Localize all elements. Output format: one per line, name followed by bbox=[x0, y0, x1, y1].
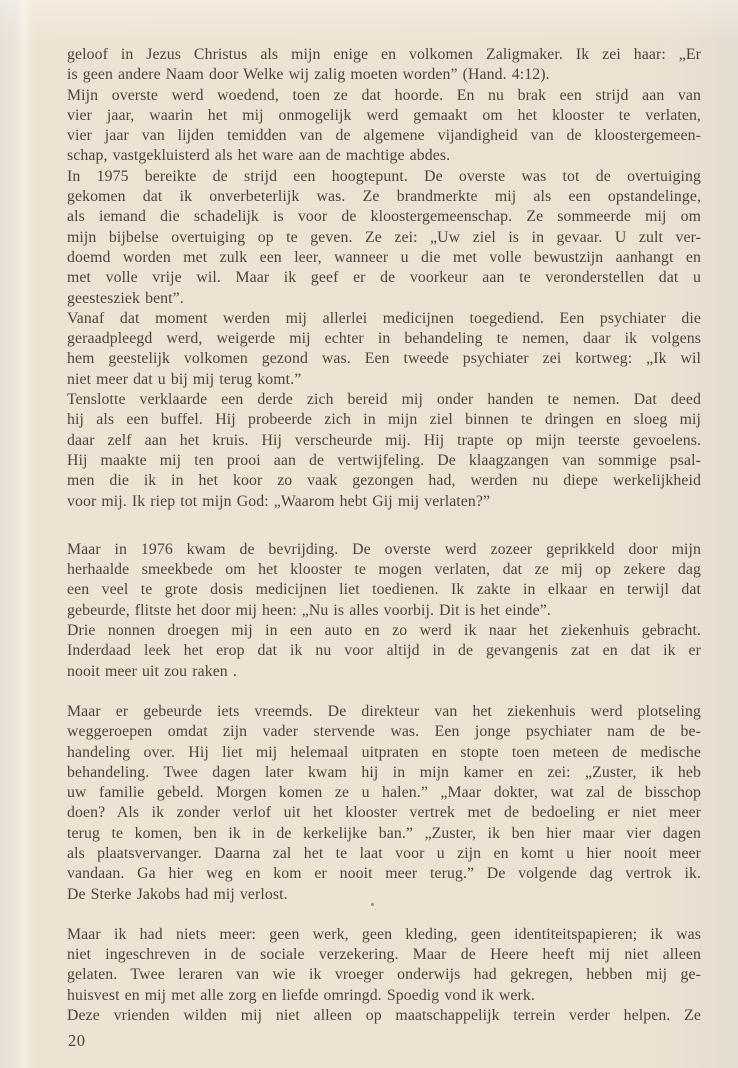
paragraph bbox=[67, 167, 701, 309]
text-line: doen? Als ik zonder verlof uit het klooster vertrek met de bedoeling er niet meer bbox=[67, 804, 701, 822]
text-line: handeling over. Hij liet mij helemaal uitpraten en stopte toen meteen de medische bbox=[67, 743, 701, 761]
paragraph bbox=[67, 86, 701, 167]
text-line: herhaalde smeekbede om het klooster te mogen verlaten, dat ze mij op zekere dag bbox=[67, 561, 701, 579]
paragraph bbox=[67, 925, 701, 1006]
text-line: Vanaf dat moment werden mij allerlei medicijnen toegediend. Een psychiater die bbox=[67, 309, 701, 327]
text-line: Tenslotte verklaarde een derde zich bereid mij onder handen te nemen. Dat deed bbox=[67, 391, 701, 409]
text-line: De Sterke Jakobs had mij verlost. bbox=[67, 885, 288, 903]
text-section bbox=[67, 540, 701, 682]
text-line: een veel te grote dosis medicijnen liet toedienen. Ik zakte in elkaar en terwijl dat bbox=[67, 581, 701, 599]
text-line: gelaten. Twee leraren van wie ik vroeger onderwijs had gekregen, hebben mij ge- bbox=[67, 966, 701, 984]
text-line: vier jaar, waarin het mij onmogelijk werd gemaakt om het klooster te verlaten, bbox=[67, 106, 701, 124]
paragraph bbox=[67, 540, 701, 621]
text-line: geestesziek bent”. bbox=[67, 289, 184, 307]
text-line: In 1975 bereikte de strijd een hoogtepunt. De overste was tot de overtuiging bbox=[67, 167, 701, 185]
text-line: Maar er gebeurde iets vreemds. De direkteur van het ziekenhuis werd plotseling bbox=[67, 702, 701, 720]
text-line: weggeroepen omdat zijn vader stervende was. Een jonge psychiater nam de be- bbox=[67, 723, 701, 741]
text-line: gekomen dat ik onverbeterlijk was. Ze brandmerkte mij als een opstandelinge, bbox=[67, 188, 701, 206]
paragraph bbox=[67, 621, 701, 682]
page-number: 20 bbox=[68, 1031, 86, 1050]
text-line: schap, vastgekluisterd als het ware aan de machtige abdes. bbox=[67, 147, 451, 165]
text-line: Mijn overste werd woedend, toen ze dat hoorde. En nu brak een strijd aan van bbox=[67, 86, 701, 104]
text-line: vandaan. Ga hier weg en kom er nooit meer terug.” De volgende dag vertrok ik. bbox=[67, 865, 701, 883]
text-line: mijn bijbelse overtuiging op te geven. Ze zei: „Uw ziel is in gevaar. U zult ver- bbox=[67, 228, 701, 246]
text-column bbox=[67, 45, 701, 1026]
text-line: Hij maakte mij ten prooi aan de vertwijfeling. De klaagzangen van sommige psal- bbox=[67, 451, 701, 469]
text-line: terug te komen, ben ik in de kerkelijke ban.” „Zuster, ik ben hier maar vier dagen bbox=[67, 824, 701, 842]
text-line: is geen andere Naam door Welke wij zalig moeten worden” (Hand. 4:12). bbox=[67, 66, 550, 84]
text-line: doemd worden met zulk een leer, wanneer u die met volle bewustzijn aanhangt en bbox=[67, 248, 701, 266]
text-line: niet ingeschreven in de sociale verzekering. Maar de Heere heeft mij niet alleen bbox=[67, 946, 701, 964]
text-section bbox=[67, 702, 701, 905]
text-line: Inderdaad leek het erop dat ik nu voor altijd in de gevangenis zat en dat ik er bbox=[67, 642, 701, 660]
text-line: behandeling. Twee dagen later kwam hij in mijn kamer en zei: „Zuster, ik heb bbox=[67, 763, 701, 781]
text-line: nooit meer uit zou raken . bbox=[67, 662, 237, 680]
text-line: geloof in Jezus Christus als mijn enige en volkomen Zaligmaker. Ik zei haar: „Er bbox=[67, 46, 701, 63]
text-section bbox=[67, 45, 701, 512]
paragraph bbox=[67, 45, 701, 86]
text-line: met volle vrije wil. Maar ik geef er de voorkeur aan te veronderstellen dat u bbox=[67, 269, 701, 287]
paragraph bbox=[67, 390, 701, 512]
paragraph bbox=[67, 1006, 701, 1026]
print-artifact-dot bbox=[371, 903, 374, 906]
paragraph bbox=[67, 702, 701, 905]
text-line: als iemand die schadelijk is voor de kloostergemeenschap. Ze sommeerde mij om bbox=[67, 208, 701, 226]
text-line: vier jaar van lijden temidden van de algemene vijandigheid van de kloostergemeen- bbox=[67, 127, 701, 145]
text-line: daar zelf aan het kruis. Hij verscheurde mij. Hij trapte op mijn teerste gevoelens. bbox=[67, 431, 701, 449]
text-line: niet meer dat u bij mij terug komt.” bbox=[67, 370, 302, 388]
text-line: hem geestelijk volkomen gezond was. Een tweede psychiater zei kortweg: „Ik wil bbox=[67, 350, 701, 368]
text-section bbox=[67, 925, 701, 1026]
text-line: geraadpleegd werd, weigerde mij echter in behandeling te nemen, daar ik volgens bbox=[67, 330, 701, 348]
text-line: men die ik in het koor zo vaak gezongen had, werden nu diepe werkelijkheid bbox=[67, 472, 701, 490]
text-line: Maar in 1976 kwam de bevrijding. De overste werd zozeer geprikkeld door mijn bbox=[67, 540, 701, 558]
text-line: huisvest en mij met alle zorg en liefde omringd. Spoedig vond ik werk. bbox=[67, 986, 535, 1004]
text-line: hij als een buffel. Hij probeerde zich in mijn ziel binnen te dringen en sloeg mij bbox=[67, 411, 701, 429]
text-line: Deze vrienden wilden mij niet alleen op maatschappelijk terrein verder helpen. Ze bbox=[67, 1007, 701, 1025]
text-line: gebeurde, flitste het door mij heen: „Nu is alles voorbij. Dit is het einde”. bbox=[67, 601, 551, 619]
text-line: Maar ik had niets meer: geen werk, geen kleding, geen identiteitspapieren; ik was bbox=[67, 925, 701, 943]
text-line: voor mij. Ik riep tot mijn God: „Waarom hebt Gij mij verlaten?” bbox=[67, 492, 491, 510]
text-line: uw familie gebeld. Morgen komen ze u halen.” „Maar dokter, wat zal de bisschop bbox=[67, 784, 701, 802]
text-line: als plaatsvervanger. Daarna zal het te laat voor u zijn en komt u hier nooit meer bbox=[67, 844, 701, 862]
text-line: Drie nonnen droegen mij in een auto en zo werd ik naar het ziekenhuis gebracht. bbox=[67, 622, 701, 640]
paragraph bbox=[67, 309, 701, 390]
